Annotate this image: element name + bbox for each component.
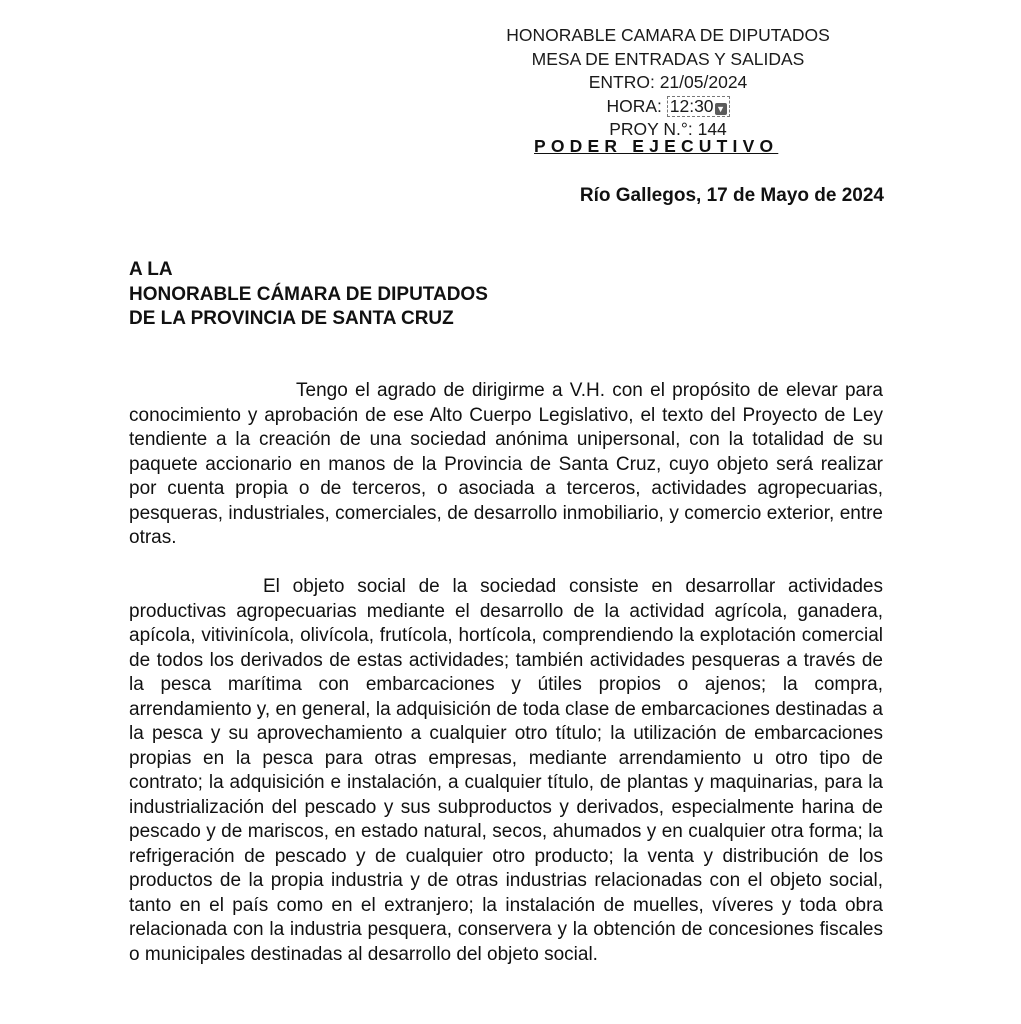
addressee-line-1: A LA <box>129 259 173 280</box>
hora-time-value: 12:30 <box>669 95 714 116</box>
addressee-block <box>129 258 488 332</box>
poder-ejecutivo-heading: PODER EJECUTIVO <box>534 136 779 156</box>
stamp-chamber-name: HONORABLE CAMARA DE DIPUTADOS <box>506 25 830 45</box>
stamp-project-number: PROY N.°: 144 <box>609 119 727 139</box>
hora-time-field[interactable] <box>667 96 730 117</box>
addressee-line-3: DE LA PROVINCIA DE SANTA CRUZ <box>129 308 454 329</box>
reception-stamp <box>482 24 854 142</box>
stamp-office-name: MESA DE ENTRADAS Y SALIDAS <box>531 48 805 69</box>
stamp-hora-label: HORA: <box>606 95 667 116</box>
chevron-down-icon[interactable]: ▼ <box>716 103 725 114</box>
addressee-line-2: HONORABLE CÁMARA DE DIPUTADOS <box>129 283 488 305</box>
date-line: Río Gallegos, 17 de Mayo de 2024 <box>579 185 884 206</box>
stamp-entry-date: ENTRO: 21/05/2024 <box>588 72 748 92</box>
stamp-hora-line <box>482 95 854 119</box>
body-paragraph-2: El objeto social de la sociedad consiste en desarrollar actividades productivas agropecuarias mediante el desarrollo de la actividad agrícola, ganadera, apícola, vitivinícola, olivícola, frutícola, hortícola, comprendiendo la explotación comercial de todos los derivados de estas actividades; también actividades pesqueras a través de la pesca marítima con embarcaciones y útiles propios o ajenos; la compra, arrendamiento y, en general, la adquisición de toda clase de embarcaciones destinadas a la pesca y su aprovechamiento a cualquier otro título; la utilización de embarcaciones propias en la pesca para otras empresas, mediante arrendamiento u otro tipo de contrato; la adquisición e instalación, a cualquier título, de plantas y maquinarias, para la industrialización del pescado y sus subproductos y derivados, especialmente harina de pescado y de mariscos, en estado natural, secos, ahumados y en cualquier otra forma; la refrigeración de pescado y de cualquier otro producto; la venta y distribución de los productos de la propia industria y de otras industrias relacionadas con el objeto social, tanto en el país como en el extranjero; la instalación de muelles, víveres y toda obra relacionada con la industria pesquera, conservera y la obtención de concesiones fiscales o municipales destinadas al desarrollo del objeto social. <box>129 576 883 965</box>
body-paragraph-1: Tengo el agrado de dirigirme a V.H. con el propósito de elevar para conocimiento y aprobación de ese Alto Cuerpo Legislativo, el texto del Proyecto de Ley tendiente a la creación de una sociedad anónima unipersonal, con la totalidad de su paquete accionario en manos de la Provincia de Santa Cruz, cuyo objeto será realizar por cuenta propia o de terceros, o asociada a terceros, actividades agropecuarias, pesqueras, industriales, comerciales, de desarrollo inmobiliario, y comercio exterior, entre otras. <box>129 380 883 548</box>
